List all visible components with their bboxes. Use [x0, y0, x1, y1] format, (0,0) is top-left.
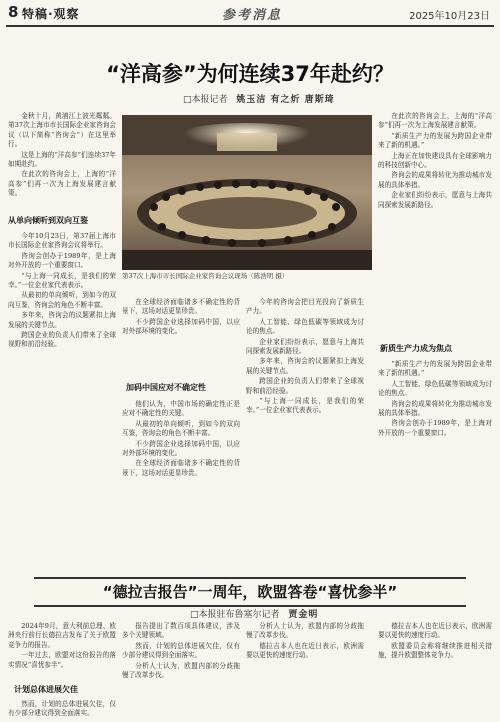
article-paragraph: 欧盟委员会称将继续推进相关措施，提升欧盟整体竞争力。 — [378, 641, 492, 660]
article-paragraph: 不少跨国企业选择加码中国，以应对外部环境的变化。 — [122, 439, 240, 458]
article-paragraph: “与上海一同成长，是我们的荣幸。”一位企业家代表表示。 — [246, 397, 364, 415]
article-paragraph: 今年10月23日，第37届上海市市长国际企业家咨询会议将举行。 — [8, 232, 116, 250]
issue-date: 2025年10月23日 — [409, 11, 490, 22]
article2-column-1 — [8, 622, 116, 680]
header-rule — [6, 25, 494, 27]
section-title: 特稿·观察 — [22, 7, 80, 21]
article-paragraph: “与上海一同成长，是我们的荣幸。”一位企业家代表表示。 — [8, 271, 116, 290]
byline-authors: 贾金明 — [288, 610, 319, 620]
article-column-2b — [122, 400, 240, 568]
article-paragraph: 咨询会的成果将转化为推动城市发展的具体举措。 — [378, 399, 492, 418]
article-column-2a — [122, 298, 240, 374]
article-photo — [122, 115, 372, 270]
article-paragraph: 分析人士认为，欧盟内部的分歧拖慢了改革步伐。 — [246, 622, 364, 640]
article-paragraph: 然而，计划的总体进展欠佳，仅有少部分建议得到全面落实。 — [8, 700, 116, 718]
article-paragraph: 人工智能、绿色低碳等领域成为讨论的焦点。 — [246, 317, 364, 336]
article-paragraph: 跨国企业的负责人们带来了全球视野和前沿经验。 — [246, 377, 364, 395]
article-paragraph: 2024年9月，意大利前总理、欧洲央行前行长德拉吉发布了关于欧盟竞争力的报告。 — [8, 622, 116, 649]
article-paragraph: 企业家们纷纷表示，愿意与上海共同探索发展新路径。 — [378, 191, 492, 209]
article-paragraph: 德拉吉本人也在近日表示，欧洲需要以更快的速度行动。 — [246, 641, 364, 660]
article-paragraph: 在此次的咨询会上，上海的“洋高参”们再一次为上海发展建言献策。 — [378, 112, 492, 130]
article-column-4 — [378, 112, 492, 340]
article-paragraph: 在全球经济面临诸多不确定性的背景下，这场对话更显珍贵。 — [122, 459, 240, 477]
photo-caption: 第37次上海市市长国际企业家咨询会议现场（陈浩明 摄） — [122, 272, 289, 280]
article-paragraph: 上海正在加快建设具有全球影响力的科技创新中心。 — [378, 151, 492, 170]
article-paragraph: 金秋十月，黄浦江上波光粼粼。第37次上海市市长国际企业家咨询会议（以下简称“咨询会”）在这里举行。 — [8, 112, 116, 149]
article-column-4b — [378, 360, 492, 568]
article-paragraph: 人工智能、绿色低碳等领域成为讨论的焦点。 — [378, 379, 492, 398]
article-paragraph: 咨询会的成果将转化为推动城市发展的具体举措。 — [378, 171, 492, 189]
article-paragraph: 从最初的单向倾听，到如今的双向互鉴，咨询会的角色不断丰富。 — [8, 291, 116, 309]
article-paragraph: 跨国企业的负责人们带来了全球视野和前沿经验。 — [8, 331, 116, 349]
article-paragraph: 不少跨国企业选择加码中国，以应对外部环境的变化。 — [122, 317, 240, 336]
article-paragraph: 从最初的单向倾听，到如今的双向互鉴，咨询会的角色不断丰富。 — [122, 419, 240, 438]
article-paragraph: “新质生产力的发展为跨国企业带来了新的机遇。” — [378, 131, 492, 150]
article2-column-2 — [122, 622, 240, 720]
article-paragraph: 一年过去，欧盟对这份报告的落实情况“喜忧参半”。 — [8, 651, 116, 669]
article-paragraph: 企业家们纷纷表示，愿意与上海共同探索发展新路径。 — [246, 337, 364, 356]
byline-marker-icon: □ — [190, 610, 199, 620]
section-subhead: 加码中国应对不确定性 — [126, 383, 206, 392]
article-paragraph: 多年来，咨询会的议题紧扣上海发展的关键节点。 — [8, 311, 116, 329]
section-subhead: 新质生产力成为焦点 — [380, 344, 452, 353]
section-subhead: 从单向倾听到双向互鉴 — [8, 216, 88, 225]
article-paragraph: 这是上海的“洋高参”们连续37年如期赴约。 — [8, 150, 116, 169]
section-subhead: 计划总体进展欠佳 — [14, 685, 78, 694]
article2-column-1b — [8, 700, 116, 720]
byline-prefix: 本报驻布鲁塞尔记者 — [198, 610, 280, 620]
article-paragraph: “新质生产力的发展为跨国企业带来了新的机遇。” — [378, 360, 492, 378]
article-paragraph: 报告提出了数百项具体建议，涉及多个关键领域。 — [122, 622, 240, 640]
article-paragraph: 德拉吉本人也在近日表示，欧洲需要以更快的速度行动。 — [378, 622, 492, 640]
article-byline — [183, 92, 335, 105]
article-paragraph: 然而，计划的总体进展欠佳，仅有少部分建议得到全面落实。 — [122, 641, 240, 660]
article-paragraph: 多年来，咨询会的议题紧扣上海发展的关键节点。 — [246, 357, 364, 375]
conference-hall-image — [122, 115, 372, 270]
article2-column-4 — [378, 622, 492, 720]
article-column-1b — [8, 232, 116, 568]
article-paragraph: 今年的咨询会把目光投向了新质生产力。 — [246, 298, 364, 316]
article2-headline: “德拉吉报告”一周年，欧盟答卷“喜忧参半” — [102, 583, 398, 601]
masthead: 参考消息 — [222, 8, 283, 23]
article-column-3 — [246, 298, 364, 568]
article-paragraph: 他们认为，中国市场的确定性正是应对不确定性的关键。 — [122, 400, 240, 418]
article-paragraph: 分析人士认为，欧盟内部的分歧拖慢了改革步伐。 — [122, 661, 240, 680]
page-number: 8 — [8, 3, 19, 21]
page-header — [0, 0, 500, 24]
article-paragraph: 咨询会创办于1989年，是上海对外开放的一个重要窗口。 — [8, 251, 116, 270]
article-headline: “洋高参”为何连续37年赴约？ — [106, 62, 394, 86]
article2-byline — [190, 607, 318, 620]
article-column-1 — [8, 112, 116, 208]
byline-prefix: 本报记者 — [191, 95, 228, 105]
byline-marker-icon: □ — [183, 95, 192, 105]
article2-column-3 — [246, 622, 364, 720]
byline-authors: 姚玉洁 有之炘 唐斯琦 — [236, 95, 335, 105]
article-paragraph: 咨询会创办于1989年，是上海对外开放的一个重要窗口。 — [378, 419, 492, 437]
article-paragraph: 在全球经济面临诸多不确定性的背景下，这场对话更显珍贵。 — [122, 298, 240, 316]
article-paragraph: 在此次的咨询会上，上海的“洋高参”们再一次为上海发展建言献策。 — [8, 170, 116, 198]
